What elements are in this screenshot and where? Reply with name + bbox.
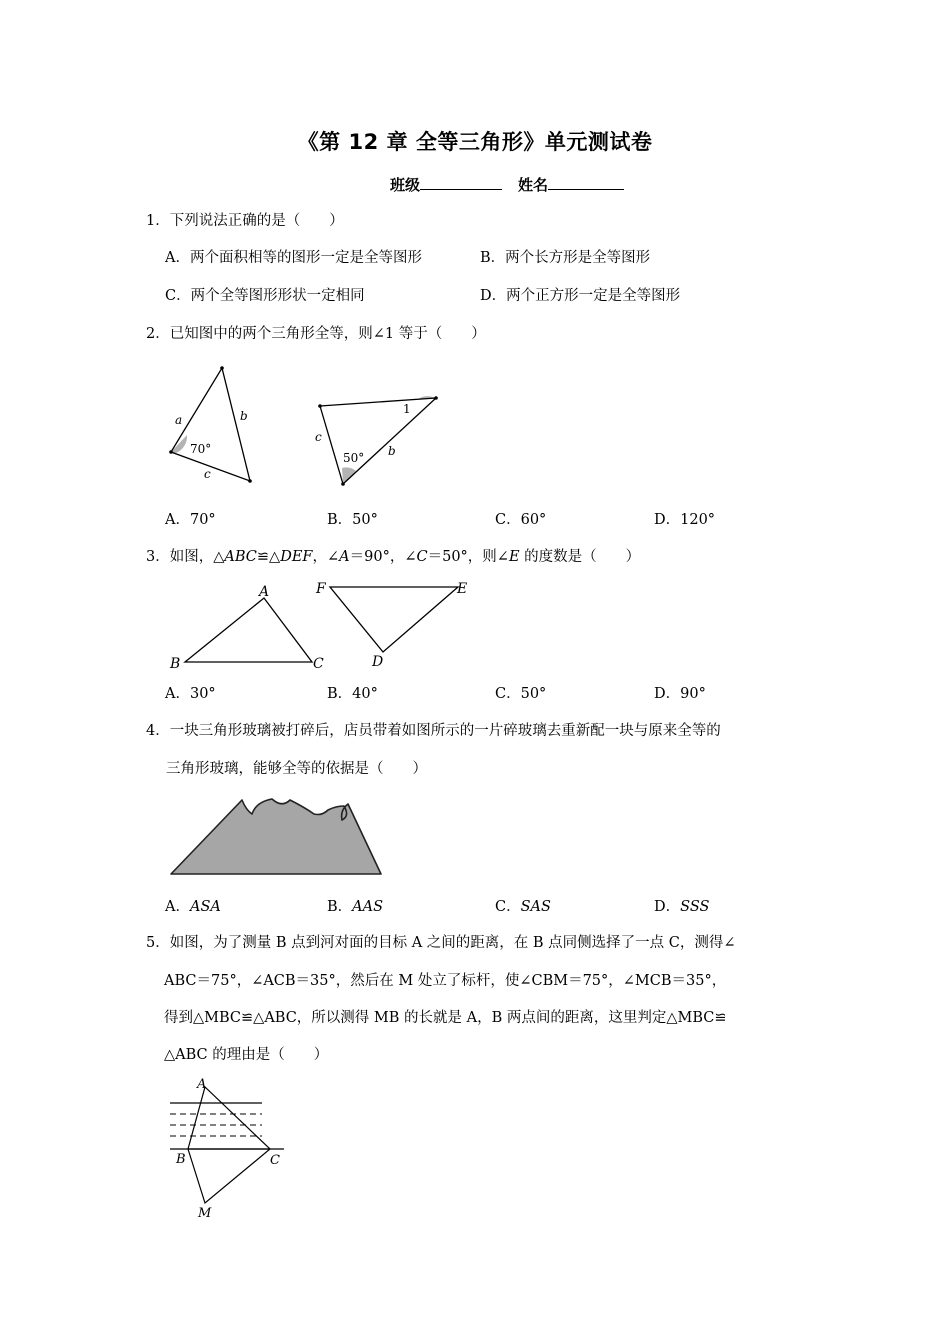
q2-t2-angle-label: 50° (343, 451, 365, 465)
class-label: 班级 (390, 176, 421, 194)
q2-option-c[interactable]: C．60° (495, 512, 547, 528)
q2-option-a[interactable]: A．70° (165, 512, 216, 528)
q3-label-f: F (316, 581, 326, 597)
q5-triangles (188, 1087, 270, 1203)
q3-figure (160, 576, 490, 676)
name-label: 姓名 (518, 176, 549, 194)
q2-option-b[interactable]: B．50° (327, 512, 378, 528)
q2-t2-angle1-label: 1 (403, 402, 411, 416)
q5-label-b: B (176, 1152, 186, 1167)
class-blank[interactable] (420, 175, 502, 190)
q2-stem: 2．已知图中的两个三角形全等，则∠1 等于（ ） (146, 326, 486, 342)
q2-triangle-left (169, 366, 252, 483)
q1-option-d[interactable]: D．两个正方形一定是全等图形 (480, 288, 681, 304)
q4-option-d[interactable]: D．SSS (654, 899, 710, 915)
q5-label-m: M (198, 1206, 212, 1221)
q2-t1-side-c: c (204, 467, 211, 481)
q3-label-b: B (170, 656, 181, 672)
q5-stem-line3: 得到△MBC≌△ABC，所以测得 MB 的长就是 A，B 两点间的距离，这里判定△MBC≌ (164, 1010, 727, 1026)
q3-label-e: E (457, 581, 468, 597)
q2-figure (160, 358, 460, 498)
q5-stem-line2: ABC＝75°，∠ACB＝35°，然后在 M 处立了标杆，使∠CBM＝75°，∠MCB＝35°， (164, 973, 727, 989)
q3-label-d: D (372, 654, 384, 670)
q1-option-c[interactable]: C．两个全等图形形状一定相同 (165, 288, 365, 304)
river-lines (170, 1103, 284, 1149)
q3-label-c: C (313, 656, 324, 672)
student-info-bar (390, 174, 624, 195)
q2-t2-side-c: c (315, 430, 322, 444)
q3-stem: 3．如图，△ABC≌△DEF，∠A＝90°，∠C＝50°，则∠E 的度数是（ ） (146, 549, 641, 565)
q3-option-c[interactable]: C．50° (495, 686, 547, 702)
q5-label-a: A (197, 1077, 207, 1092)
q3-option-d[interactable]: D．90° (654, 686, 706, 702)
q4-option-a[interactable]: A．ASA (165, 899, 221, 915)
q3-label-a: A (259, 584, 270, 600)
q2-t2-side-b: b (388, 444, 396, 458)
name-blank[interactable] (548, 175, 624, 190)
q1-option-b[interactable]: B．两个长方形是全等图形 (480, 250, 651, 266)
q3-option-b[interactable]: B．40° (327, 686, 378, 702)
q5-stem-line1: 5．如图，为了测量 B 点到河对面的目标 A 之间的距离，在 B 点同侧选择了一点 C，测得∠ (146, 935, 736, 951)
q3-triangle-abc (169, 584, 324, 672)
q5-river-figure (160, 1074, 300, 1224)
glass-shard (171, 799, 381, 874)
q2-triangle-right (315, 396, 438, 486)
q3-option-a[interactable]: A．30° (165, 686, 216, 702)
q5-label-c: C (270, 1153, 280, 1168)
q4-option-c[interactable]: C．SAS (495, 899, 551, 915)
q4-option-b[interactable]: B．AAS (327, 899, 384, 915)
q4-stem-line1: 4．一块三角形玻璃被打碎后，店员带着如图所示的一片碎玻璃去重新配一块与原来全等的 (146, 723, 721, 739)
q3-triangle-def (315, 581, 467, 670)
q2-option-d[interactable]: D．120° (654, 512, 716, 528)
q2-t1-side-b: b (240, 409, 248, 423)
q1-option-a[interactable]: A．两个面积相等的图形一定是全等图形 (165, 250, 422, 266)
q2-t1-side-a: a (175, 413, 183, 427)
q5-stem-line4: △ABC 的理由是（ ） (164, 1047, 329, 1063)
page-title: 《第 12 章 全等三角形》单元测试卷 (297, 130, 653, 154)
q1-stem: 1．下列说法正确的是（ ） (146, 213, 344, 229)
q4-stem-line2: 三角形玻璃，能够全等的依据是（ ） (166, 761, 427, 777)
q2-t1-angle-label: 70° (190, 442, 212, 456)
q4-glass-shard-figure (166, 794, 388, 880)
